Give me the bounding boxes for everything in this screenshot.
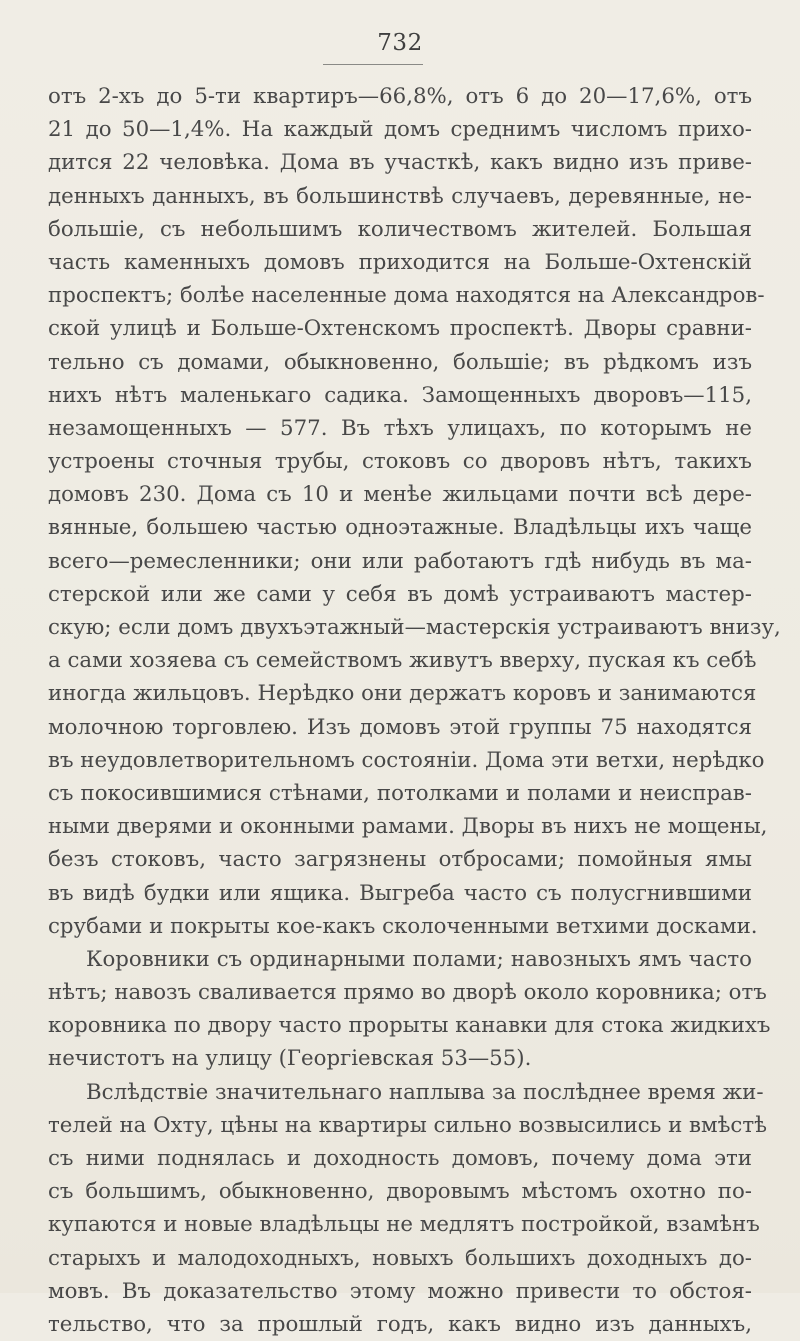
- text-line: ными дверями и оконными рамами. Дворы въ нихъ не мощены,: [48, 814, 768, 840]
- text-line: денныхъ данныхъ, въ большинствѣ случаевъ, деревянные, не-: [48, 183, 752, 209]
- text-line: всего—ремесленники; они или работаютъ гдѣ нибудь въ ма-: [48, 548, 752, 574]
- text-line: а сами хозяева съ семействомъ живутъ вверху, пуская къ себѣ: [48, 648, 757, 674]
- text-line: иногда жильцовъ. Нерѣдко они держатъ коровъ и занимаются: [48, 681, 757, 707]
- text-line: безъ стоковъ, часто загрязнены отбросами; помойныя ямы: [48, 847, 752, 873]
- text-line: стерской или же сами у себя въ домѣ устраиваютъ мастер-: [48, 581, 752, 607]
- text-line: Коровники съ ординарными полами; навозныхъ ямъ часто: [86, 946, 752, 972]
- text-line: незамощенныхъ — 577. Въ тѣхъ улицахъ, по которымъ не: [48, 415, 752, 441]
- page-number: 732: [377, 30, 423, 56]
- body-text: [48, 80, 781, 1341]
- text-line: нѣтъ; навозъ сваливается прямо во дворѣ около коровника; отъ: [48, 980, 767, 1006]
- text-line: большіе, съ небольшимъ количествомъ жителей. Большая: [48, 216, 752, 242]
- text-line: скую; если домъ двухъэтажный—мастерскія устраиваютъ внизу,: [48, 615, 781, 640]
- text-line: дится 22 человѣка. Дома въ участкѣ, какъ видно изъ приве-: [48, 150, 752, 176]
- text-line: нечистотъ на улицу (Георгіевская 53—55).: [48, 1046, 532, 1072]
- text-line: 21 до 50—1,4%. На каждый домъ среднимъ числомъ прихо-: [48, 117, 752, 143]
- text-line: въ видѣ будки или ящика. Выгреба часто съ полусгнившими: [48, 880, 752, 906]
- text-line: старыхъ и малодоходныхъ, новыхъ большихъ доходныхъ до-: [48, 1245, 752, 1271]
- text-line: съ покосившимися стѣнами, потолками и полами и неисправ-: [48, 780, 752, 806]
- text-line: съ ними поднялась и доходность домовъ, почему дома эти: [48, 1146, 752, 1171]
- text-line: въ неудовлетворительномъ состояніи. Дома эти ветхи, нерѣдко: [48, 747, 765, 773]
- text-line: тельство, что за прошлый годъ, какъ видно изъ данныхъ,: [48, 1311, 752, 1337]
- text-line: коровника по двору часто прорыты канавки для стока жидкихъ: [48, 1013, 771, 1039]
- text-line: Вслѣдствіе значительнаго наплыва за послѣднее время жи-: [86, 1079, 764, 1105]
- text-line: устроены сточныя трубы, стоковъ со дворовъ нѣтъ, такихъ: [48, 449, 752, 475]
- text-line: отъ 2-хъ до 5-ти квартиръ—66,8%, отъ 6 до 20—17,6%, отъ: [48, 84, 752, 109]
- text-line: срубами и покрыты кое-какъ сколоченными ветхими досками.: [48, 913, 758, 939]
- text-line: проспектъ; болѣе населенные дома находятся на Александров-: [48, 283, 765, 309]
- text-line: молочною торговлею. Изъ домовъ этой группы 75 находятся: [48, 714, 752, 740]
- text-line: съ большимъ, обыкновенно, дворовымъ мѣстомъ охотно по-: [48, 1179, 752, 1205]
- text-line: телей на Охту, цѣны на квартиры сильно возвысились и вмѣстѣ: [48, 1112, 767, 1138]
- text-line: тельно съ домами, обыкновенно, большіе; въ рѣдкомъ изъ: [48, 349, 752, 375]
- page-number-rule: [323, 64, 423, 65]
- text-line: вянные, большею частью одноэтажные. Владѣльцы ихъ чаще: [48, 515, 752, 541]
- text-line: купаются и новые владѣльцы не медлятъ постройкой, взамѣнъ: [48, 1212, 760, 1238]
- text-line: ской улицѣ и Больше-Охтенскомъ проспектѣ. Дворы сравни-: [48, 316, 752, 342]
- text-line: нихъ нѣтъ маленькаго садика. Замощенныхъ дворовъ—115,: [48, 382, 752, 408]
- text-line: домовъ 230. Дома съ 10 и менѣе жильцами почти всѣ дере-: [48, 482, 752, 508]
- text-line: часть каменныхъ домовъ приходится на Больше-Охтенскій: [48, 249, 752, 275]
- text-line: мовъ. Въ доказательство этому можно привести то обстоя-: [48, 1278, 752, 1304]
